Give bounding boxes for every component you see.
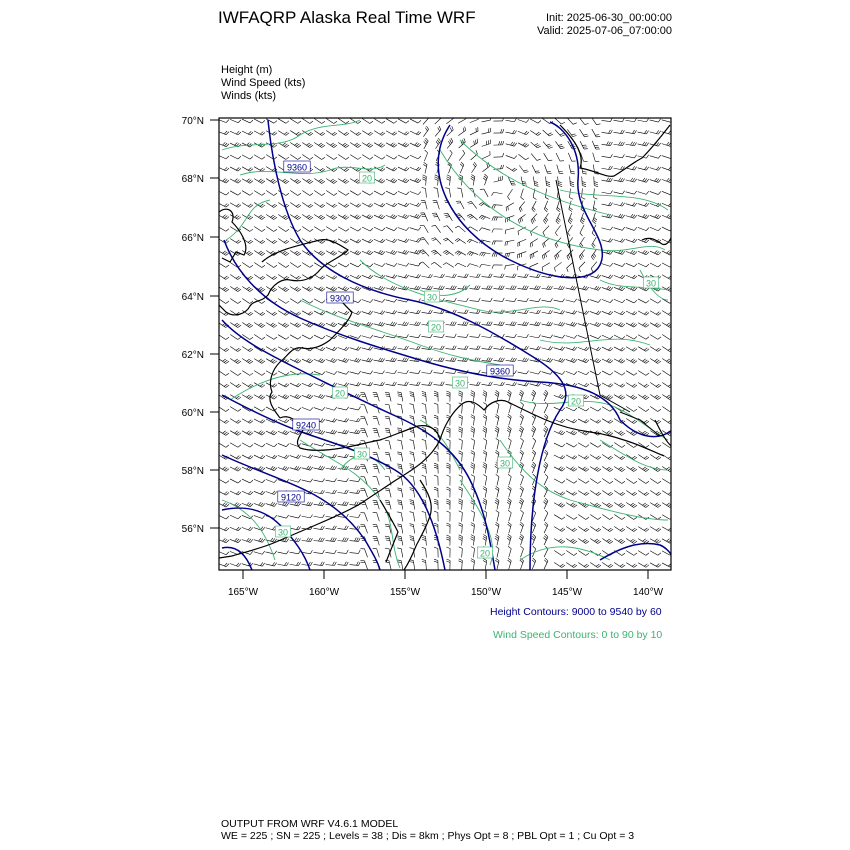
lat-tick-label: 56°N: [181, 524, 204, 535]
wind-speed-contour-label: 20: [479, 548, 491, 559]
lon-tick-label: 165°W: [227, 587, 259, 598]
footer-model: OUTPUT FROM WRF V4.6.1 MODEL: [221, 818, 399, 830]
lon-tick-label: 145°W: [551, 587, 583, 598]
lon-tick-label: 160°W: [308, 587, 340, 598]
lat-tick-label: 58°N: [181, 466, 204, 477]
wind-speed-contour-label: 20: [334, 388, 346, 399]
wind-speed-contour-label: 30: [645, 278, 657, 289]
lat-tick-label: 60°N: [181, 408, 204, 419]
wind-speed-contour-label: 20: [361, 173, 373, 184]
height-contours: [222, 120, 672, 570]
lat-tick-label: 62°N: [181, 350, 204, 361]
valid-time: Valid: 2025-07-06_07:00:00: [537, 25, 672, 37]
init-time: Init: 2025-06-30_00:00:00: [546, 12, 672, 24]
lat-tick-label: 66°N: [181, 233, 204, 244]
height-contour-label: 9240: [295, 420, 317, 431]
field-label-wind-speed: Wind Speed (kts): [221, 77, 306, 89]
wind-speed-contour-label: 30: [454, 378, 466, 389]
wind-speed-contour-label: 20: [430, 322, 442, 333]
height-contour-label: 9360: [286, 162, 308, 173]
wind-speed-contour-label: 20: [570, 396, 582, 407]
footer-params: WE = 225 ; SN = 225 ; Levels = 38 ; Dis = 8km ; Phys Opt = 8 ; PBL Opt = 1 ; Cu Opt = 3: [221, 830, 635, 842]
lat-tick-label: 70°N: [181, 116, 204, 127]
lon-tick-label: 155°W: [389, 587, 421, 598]
height-contour-labels: [278, 161, 513, 503]
lat-tick-label: 68°N: [181, 174, 204, 185]
height-contour-label: 9360: [489, 366, 511, 377]
lat-tick-label: 64°N: [181, 292, 204, 303]
wind-speed-contour-label: 30: [499, 458, 511, 469]
lon-tick-label: 150°W: [470, 587, 502, 598]
wind-speed-contour-label: 30: [356, 449, 368, 460]
plot-title: IWFAQRP Alaska Real Time WRF: [218, 8, 476, 27]
legend-height: Height Contours: 9000 to 9540 by 60: [490, 606, 662, 618]
wind-speed-contour-label: 30: [426, 292, 438, 303]
wind-speed-contour-label: 30: [277, 527, 289, 538]
height-contour-label: 9120: [280, 492, 302, 503]
lon-tick-label: 140°W: [632, 587, 664, 598]
field-label-winds: Winds (kts): [221, 90, 276, 102]
legend-wind-speed: Wind Speed Contours: 0 to 90 by 10: [493, 629, 663, 641]
field-label-height: Height (m): [221, 64, 273, 76]
wind-speed-contour-labels: [275, 172, 658, 559]
height-contour-label: 9300: [329, 293, 351, 304]
